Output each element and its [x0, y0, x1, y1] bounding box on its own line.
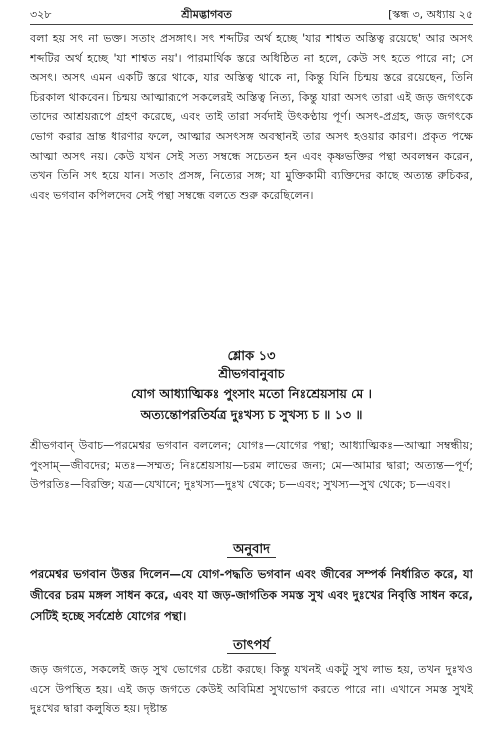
- page-header: [30, 6, 473, 25]
- intro-paragraph: বলা হয় সৎ না ভক্ত। সতাং প্রসঙ্গাৎ। সৎ শব্দটির অর্থ হচ্ছে 'যার শাশ্বত অস্তিত্ব রয়েছে' আর অসৎ শব্দটির অর্থ হচ্ছে 'যা শাশ্বত নয়'। পারমার্থিক স্তরে অধিষ্ঠিত না হলে, কেউ সৎ হতে পারে না; সে অসৎ। অসৎ এমন একটি স্তরে থাকে, যার অস্তিত্ব থাকে না, কিন্তু যিনি চিন্ময় স্তরে রয়েছেন, তিনি চিরকাল থাকবেন। চিন্ময় আত্মারূপে সকলেরই অস্তিত্ব নিত্য, কিন্তু যারা অসৎ তারা এই জড় জগৎকে তাদের আশ্রয়রূপে গ্রহণ করেছে, এবং তাই তারা সর্বদাই উৎকণ্ঠায় পূর্ণ। অসৎ-প্রগ্রহ, জড় জগৎকে ভোগ করার ভ্রান্ত ধারণার ফলে, আত্মার অসৎসঙ্গ অবস্থানই তার অসৎ হওয়ার কারণ। প্রকৃত পক্ষে আত্মা অসৎ নয়। কেউ যখন সেই সত্য সম্বন্ধে সচেতন হন এবং কৃষ্ণভক্তির পন্থা অবলম্বন করেন, তখন তিনি সৎ হয়ে যান। সতাং প্রসঙ্গ, নিত্যের সঙ্গ; যা মুক্তিকামী ব্যক্তিদের কাছে অত্যন্ত রুচিকর, এবং ভগবান কপিলদেব সেই পন্থা সম্বন্ধে বলতে শুরু করেছিলেন।: [30, 32, 473, 202]
- verse-speaker: শ্রীভগবানুবাচ: [218, 366, 285, 381]
- purport-heading: [30, 636, 473, 656]
- verse-line-1: যোগ আধ্যাত্মিকঃ পুংসাং মতো নিঃশ্রেয়সায় মে ।: [130, 386, 373, 401]
- purport-heading-text: তাৎপর্য: [227, 638, 276, 654]
- purport-paragraph: জড় জগতে, সকলেই জড় সুখ ভোগের চেষ্টা করছে। কিন্তু যখনই একটু সুখ লাভ হয়, তখন দুঃখও এসে উপস্থিত হয়। এই জড় জগতে কেউই অবিমিশ্র সুখভোগ করতে পারে না। এখানে সমস্ত সুখই দুঃখের দ্বারা কলুষিত হয়। দৃষ্টান্ত: [30, 663, 473, 716]
- translation-heading-text: অনুবাদ: [227, 542, 276, 558]
- chapter-reference: [স্কন্ধ ৩, অধ্যায় ২৫: [388, 8, 473, 21]
- word-meanings: শ্রীভগবান্ উবাচ—পরমেশ্বর ভগবান বললেন; যোগঃ—যোগের পন্থা; আধ্যাত্মিকঃ—আত্মা সম্বন্ধীয়; পুংসাম্—জীবদের; মতঃ—সম্মত; নিঃশ্রেয়সায়—চরম লাভের জন্য; মে—আমার দ্বারা; অত্যন্ত—পূর্ণ; উপরতিঃ—বিরক্তি; যত্র—যেখানে; দুঃখস্য—দুঃখ থেকে; চ—এবং; সুখস্য—সুখ থেকে; চ—এবং।: [30, 439, 473, 492]
- page-number: ৩২৮: [30, 8, 52, 21]
- translation-paragraph: পরমেশ্বর ভগবান উত্তর দিলেন—যে যোগ-পদ্ধতি ভগবান এবং জীবের সম্পর্ক নির্ধারিত করে, যা জীবের চরম মঙ্গল সাধন করে, এবং যা জড়-জাগতিক সমস্ত সুখ এবং দুঃখের নিবৃত্তি সাধন করে, সেটিই হচ্ছে সর্বশ্রেষ্ঠ যোগের পন্থা।: [30, 567, 473, 623]
- translation-heading: [30, 540, 473, 560]
- verse-line-2: অত্যন্তোপরতির্যত্র দুঃখস্য চ সুখস্য চ ॥ ১৩ ॥: [140, 407, 363, 422]
- book-title: শ্রীমদ্ভাগবত: [181, 8, 232, 21]
- verse-label: শ্লোক ১৩: [227, 349, 276, 364]
